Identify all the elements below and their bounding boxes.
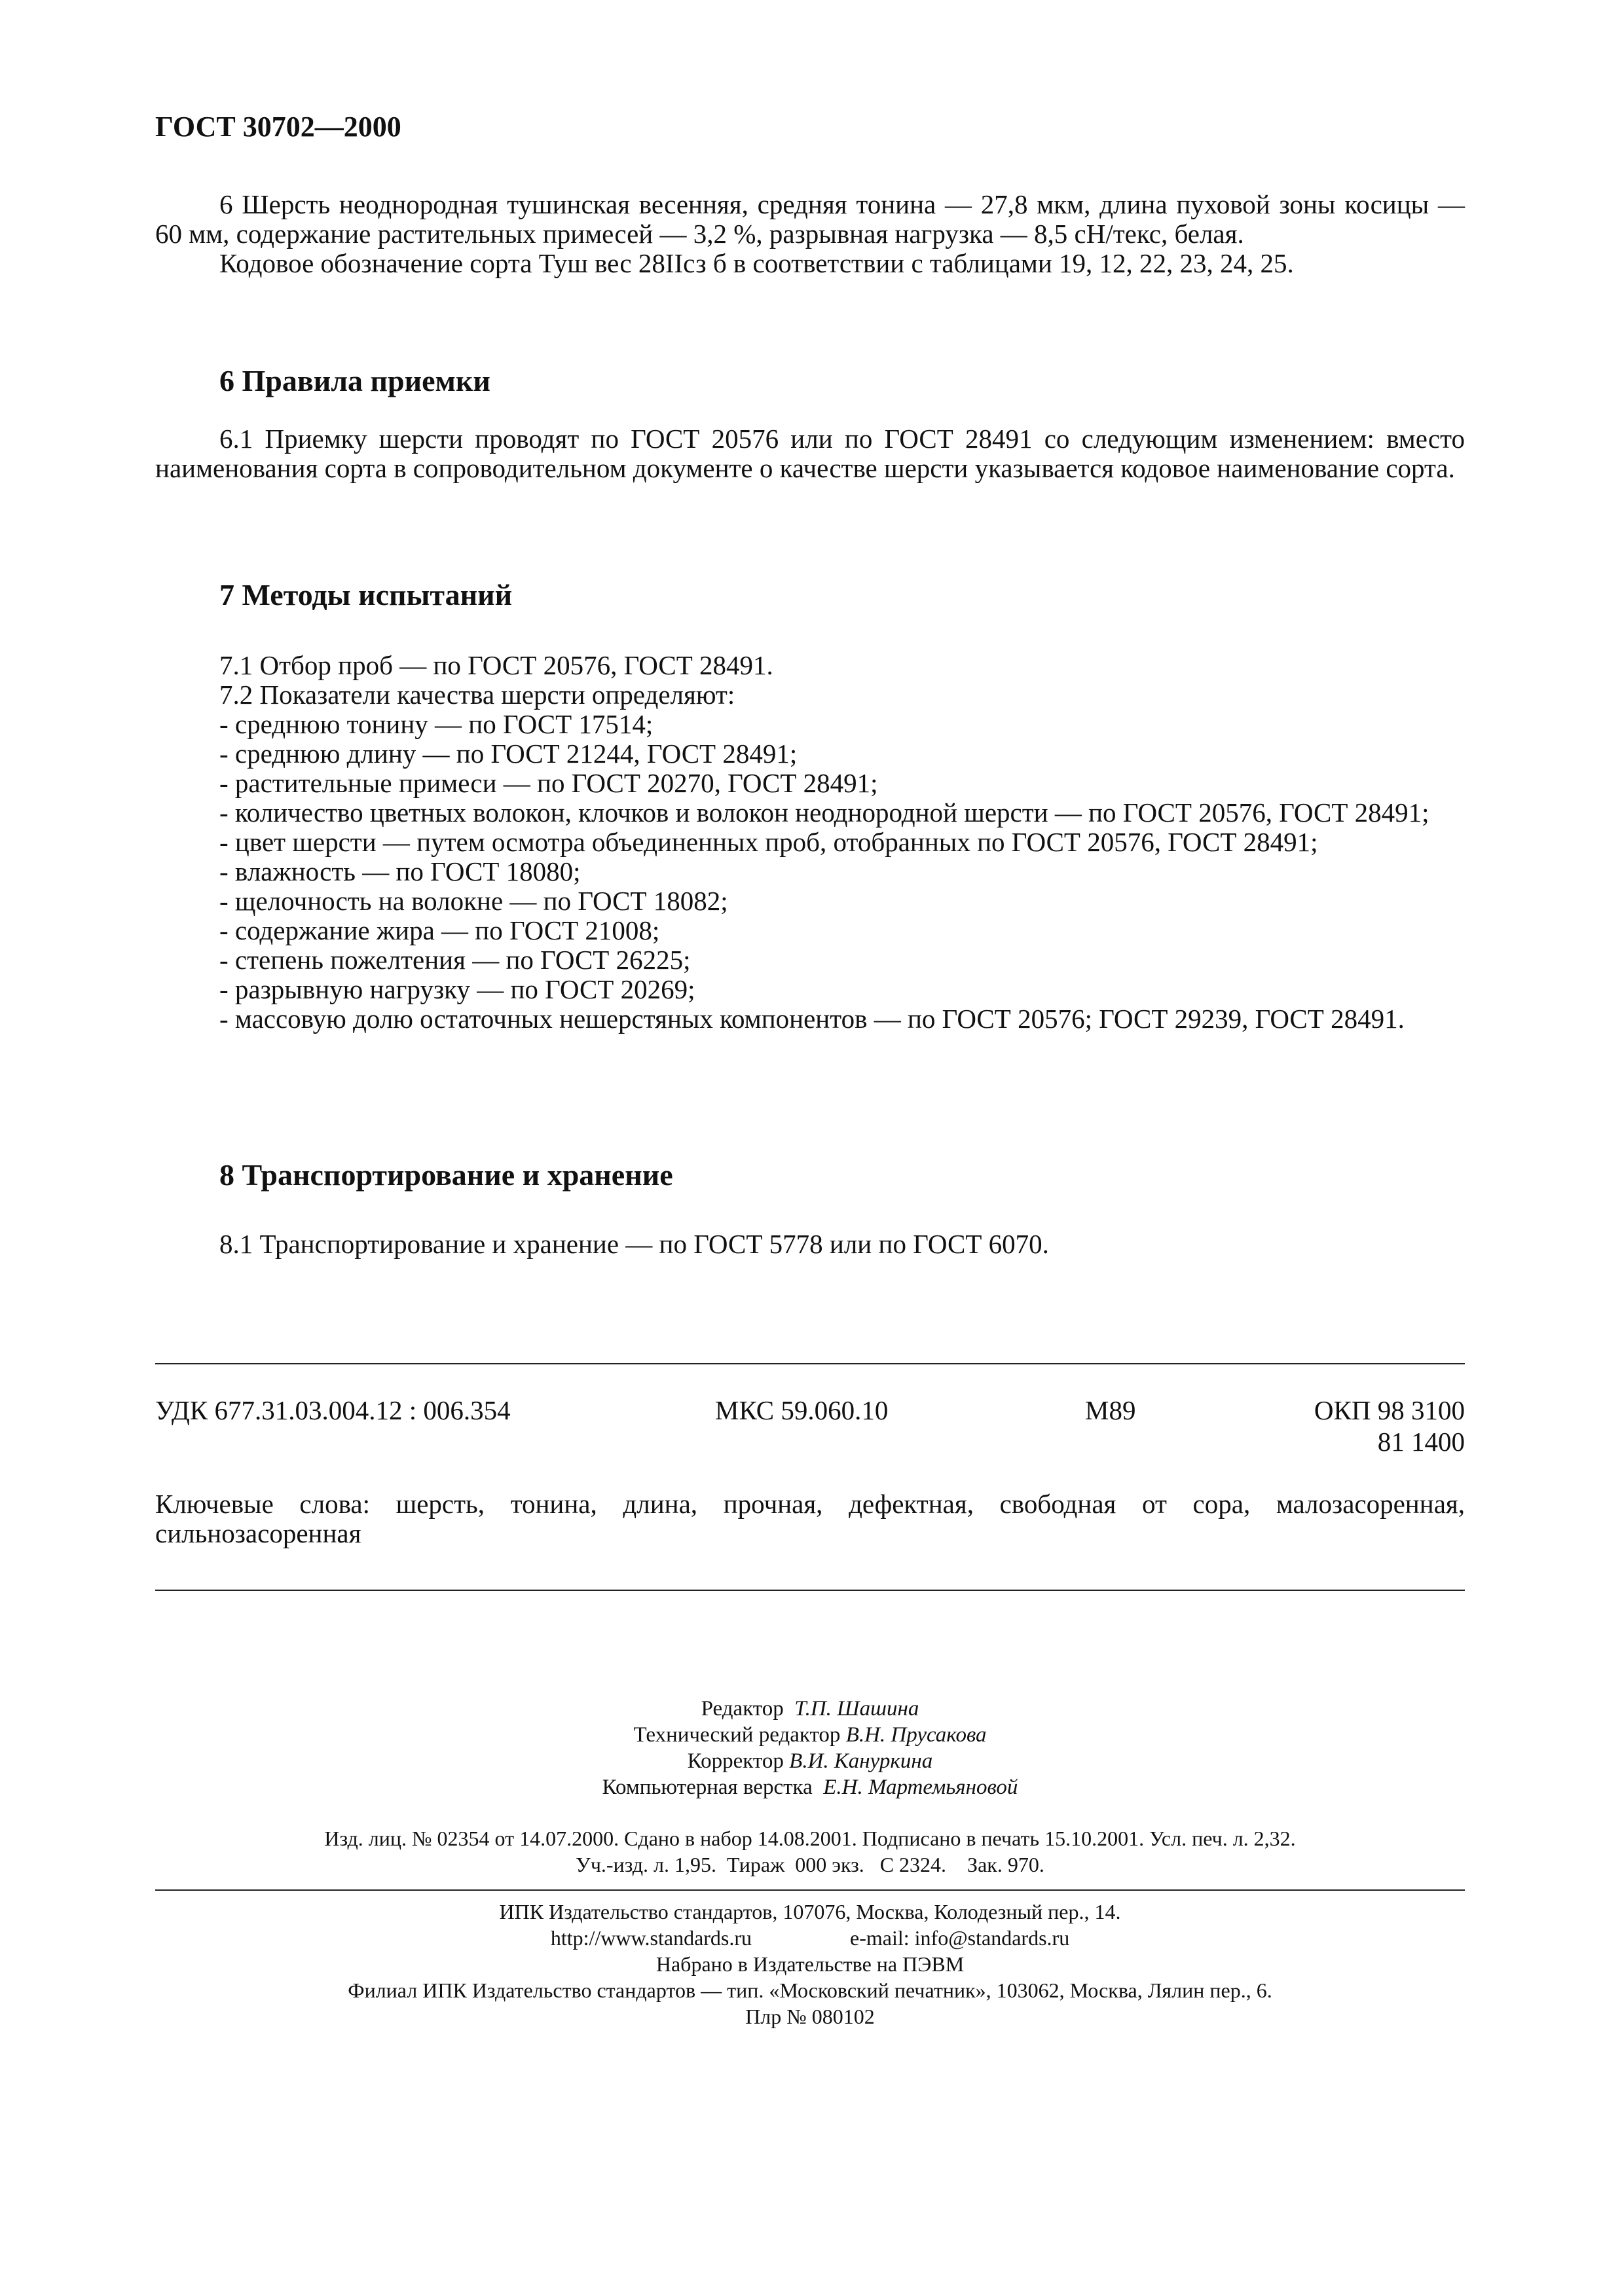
credits-block <box>155 1696 1465 1800</box>
publisher-branch: Филиал ИПК Издательство стандартов — тип. «Московский печатник», 103062, Москва, Лялин пер., 6. <box>348 1978 1272 2002</box>
list-item: - цвет шерсти — путем осмотра объединенных проб, отобранных по ГОСТ 20576, ГОСТ 28491; <box>219 827 1318 857</box>
mks-code: МКС 59.060.10 <box>715 1395 889 1425</box>
m-code: М89 <box>1085 1395 1136 1425</box>
credit-editor: Редактор Т.П. Шашина <box>701 1697 919 1721</box>
paragraph-8-1: 8.1 Транспортирование и хранение — по ГОСТ 5778 или по ГОСТ 6070. <box>219 1229 1049 1259</box>
publisher-typeset: Набрано в Издательстве на ПЭВМ <box>655 1952 965 1976</box>
classification-codes <box>155 1394 1465 1457</box>
list-item: - разрывную нагрузку — по ГОСТ 20269; <box>219 974 695 1004</box>
publisher-email: e-mail: info@standards.ru <box>850 1926 1070 1950</box>
okp-code-2: 81 1400 <box>1377 1427 1465 1457</box>
udk-code: УДК 677.31.03.004.12 : 006.354 <box>155 1395 511 1425</box>
example-6-text: 6 Шерсть неоднородная тушинская весенняя, средняя тонина — 27,8 мкм, длина пуховой зоны косицы — 60 мм, содержание растительных примесей — 3,2 %, разрывная нагрузка — 8,5 сН/текс, белая. <box>155 189 1465 249</box>
section-7-body <box>155 651 1465 1034</box>
divider-middle <box>155 1590 1465 1591</box>
keywords-block <box>155 1489 1465 1548</box>
example-6 <box>155 190 1465 278</box>
paragraph-7-2: 7.2 Показатели качества шерсти определяют: <box>219 680 735 710</box>
section-6-title: 6 Правила приемки <box>219 364 490 397</box>
list-item: - содержание жира — по ГОСТ 21008; <box>219 915 660 945</box>
list-item: - среднюю тонину — по ГОСТ 17514; <box>219 709 654 739</box>
list-item: - щелочность на волокне — по ГОСТ 18082; <box>219 886 728 916</box>
list-item: - растительные примеси — по ГОСТ 20270, ГОСТ 28491; <box>219 768 878 798</box>
divider-top <box>155 1363 1465 1364</box>
divider-bottom <box>155 1889 1465 1891</box>
print-info-line-1: Изд. лиц. № 02354 от 14.07.2000. Сдано в набор 14.08.2001. Подписано в печать 15.10.2001. Усл. печ. л. 2,32. <box>324 1827 1296 1850</box>
section-6-body <box>155 424 1465 483</box>
list-item: - среднюю длину — по ГОСТ 21244, ГОСТ 28491; <box>219 738 798 769</box>
publisher-web: http://www.standards.ru <box>550 1926 752 1950</box>
credit-corrector: Корректор В.И. Кануркина <box>687 1749 933 1773</box>
list-item: - влажность — по ГОСТ 18080; <box>219 856 581 886</box>
document-id: ГОСТ 30702—2000 <box>155 111 401 143</box>
example-6-code: Кодовое обозначение сорта Туш вес 28IIсз б в соответствии с таблицами 19, 12, 22, 23, 24, 25. <box>219 248 1294 278</box>
publisher-block <box>155 1899 1465 2030</box>
section-8-title: 8 Транспортирование и хранение <box>219 1158 673 1192</box>
section-7-title: 7 Методы испытаний <box>219 578 513 611</box>
list-item: - массовую долю остаточных нешерстяных компонентов — по ГОСТ 20576; ГОСТ 29239, ГОСТ 28491. <box>219 1004 1405 1034</box>
print-info <box>155 1825 1465 1878</box>
credit-tech-editor: Технический редактор В.Н. Прусакова <box>633 1723 987 1747</box>
section-8-body <box>155 1230 1465 1259</box>
keywords: Ключевые слова: шерсть, тонина, длина, прочная, дефектная, свободная от сора, малозасоренная, сильнозасоренная <box>155 1489 1465 1548</box>
list-item: - количество цветных волокон, клочков и волокон неоднородной шерсти — по ГОСТ 20576, ГОСТ 28491; <box>219 797 1429 828</box>
list-item: - степень пожелтения — по ГОСТ 26225; <box>219 945 691 975</box>
okp-code: ОКП 98 3100 <box>1314 1395 1465 1425</box>
publisher-contacts <box>155 1925 1465 1951</box>
paragraph-6-1: 6.1 Приемку шерсти проводят по ГОСТ 20576 или по ГОСТ 28491 со следующим изменением: вместо наименования сорта в сопроводительном документе о качестве шерсти указывается кодовое наименование сорта. <box>155 424 1465 483</box>
print-info-line-2: Уч.-изд. л. 1,95. Тираж 000 экз. С 2324. Зак. 970. <box>576 1853 1044 1876</box>
publisher-license: Плр № 080102 <box>745 2005 875 2028</box>
paragraph-7-1: 7.1 Отбор проб — по ГОСТ 20576, ГОСТ 28491. <box>219 650 773 680</box>
publisher-address: ИПК Издательство стандартов, 107076, Москва, Колодезный пер., 14. <box>499 1900 1121 1923</box>
credit-layout: Компьютерная верстка Е.Н. Мартемьяновой <box>602 1776 1018 1799</box>
